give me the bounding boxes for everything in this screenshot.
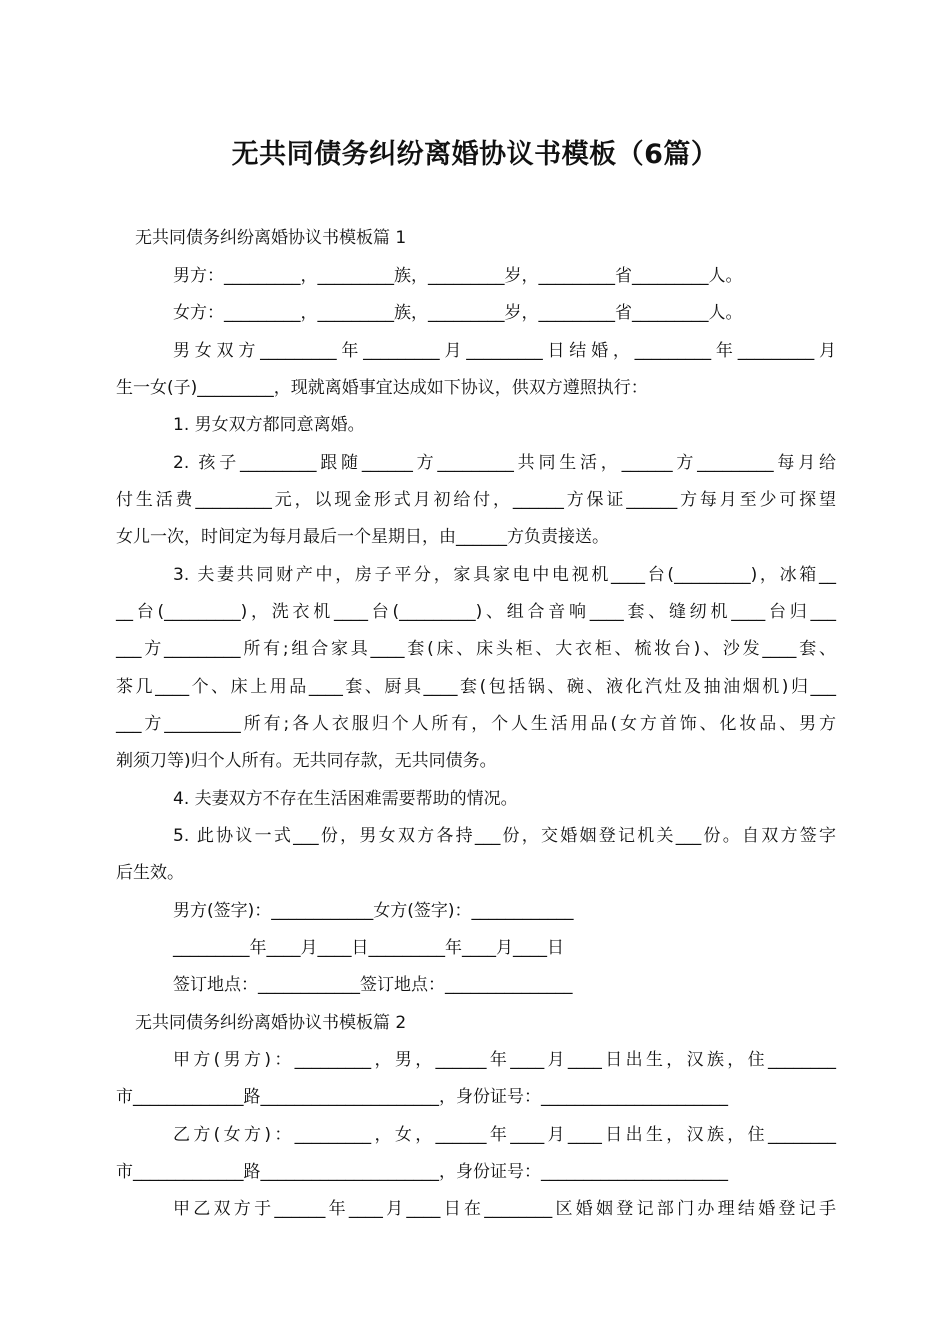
- date-line: _________年____月____日_________年____月____日: [173, 938, 564, 958]
- location-line: 签订地点：____________签订地点：_______________: [173, 975, 573, 995]
- paragraph-line: 市_____________路_____________________，身份证号：______________________: [116, 1087, 728, 1107]
- paragraph-line: 女方：_________，_________族，_________岁，_________省_________人。: [173, 303, 743, 323]
- paragraph-line: 茶几____个、床上用品____套、厨具____套(包括锅、碗、液化汽灶及抽油烟机)归___: [116, 677, 836, 697]
- section-heading-1: 无共同债务纠纷离婚协议书模板篇 1: [135, 228, 407, 248]
- paragraph-line: 1. 男女双方都同意离婚。: [173, 415, 365, 435]
- paragraph-line: 付生活费_________元，以现金形式月初给付，______方保证______方每月至少可探望: [116, 490, 836, 510]
- document-title: 无共同债务纠纷离婚协议书模板（6篇）: [231, 139, 719, 170]
- paragraph-line: 剃须刀等)归个人所有。无共同存款，无共同债务。: [116, 751, 497, 771]
- paragraph-line: 男方：_________，_________族，_________岁，_________省_________人。: [173, 266, 743, 286]
- paragraph-line: 后生效。: [116, 863, 184, 883]
- paragraph-line: 4. 夫妻双方不存在生活困难需要帮助的情况。: [173, 789, 518, 809]
- paragraph-line: __台(_________)，洗衣机____台(_________)、组合音响____套、缝纫机____台归___: [116, 602, 836, 622]
- paragraph-line: 5. 此协议一式___份，男女双方各持___份，交婚姻登记机关___份。自双方签字: [173, 826, 836, 846]
- paragraph-line: 甲乙双方于______年____月____日在________区婚姻登记部门办理结婚登记手: [173, 1199, 836, 1219]
- paragraph-line: ___方_________所有;组合家具____套(床、床头柜、大衣柜、梳妆台)、沙发____套、: [116, 639, 836, 659]
- paragraph-line: 市_____________路_____________________，身份证号：______________________: [116, 1162, 728, 1182]
- paragraph-line: 女儿一次，时间定为每月最后一个星期日，由______方负责接送。: [116, 527, 609, 547]
- paragraph-line: 生一女(子)_________，现就离婚事宜达成如下协议，供双方遵照执行：: [116, 378, 648, 398]
- section-heading-2: 无共同债务纠纷离婚协议书模板篇 2: [135, 1013, 407, 1033]
- paragraph-line: 男女双方_________年_________月_________日结婚，_________年_________月: [173, 341, 836, 361]
- signature-line: 男方(签字)：____________女方(签字)：____________: [173, 901, 574, 921]
- paragraph-line: 甲方(男方)：_________，男，______年____月____日出生，汉族，住________: [173, 1050, 836, 1070]
- paragraph-line: 2. 孩子_________跟随______方_________共同生活，______方_________每月给: [173, 453, 836, 473]
- paragraph-line: 乙方(女方)：_________，女，______年____月____日出生，汉族，住________: [173, 1125, 836, 1145]
- paragraph-line: ___方_________所有;各人衣服归个人所有，个人生活用品(女方首饰、化妆品、男方: [116, 714, 836, 734]
- paragraph-line: 3. 夫妻共同财产中，房子平分，家具家电中电视机____台(_________)，冰箱__: [173, 565, 836, 585]
